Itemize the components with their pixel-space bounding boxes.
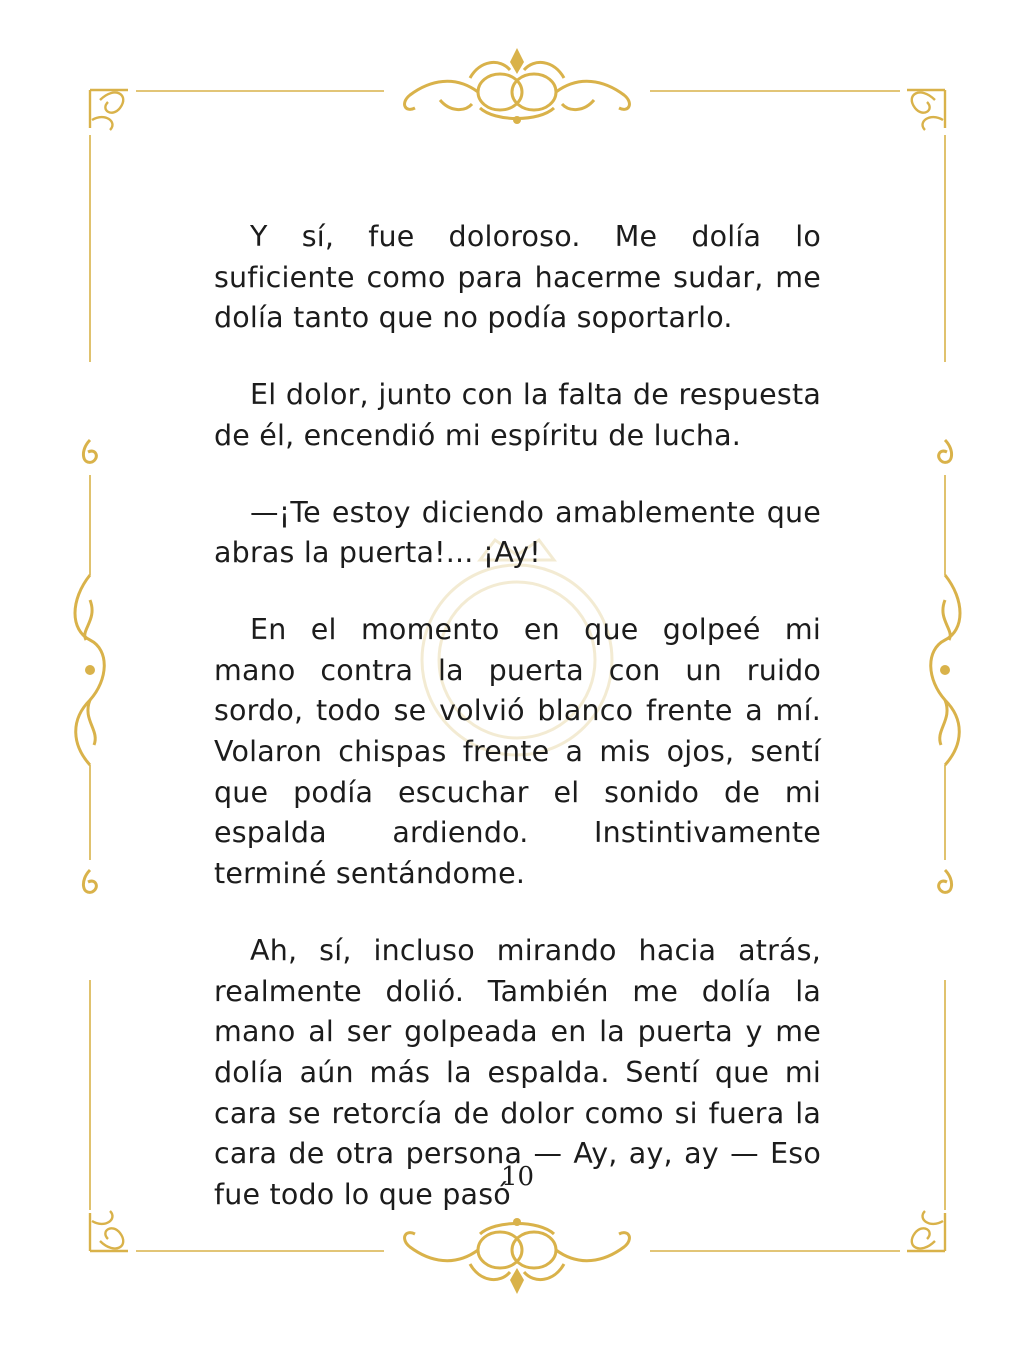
page-number: 10 [500, 1162, 535, 1192]
paragraph-2: El dolor, junto con la falta de respuesta de él, encendió mi espíritu de lucha. [214, 378, 821, 452]
paragraph-4: En el momento en que golpeé mi mano contra la puerta con un ruido sordo, todo se volvió blanco frente a mí. Volaron chispas frente a mis ojos, sentí que podía escuchar el sonido de mi espalda ardiendo. Instintivamente terminé sentándome. [214, 612, 821, 891]
paragraph-1: Y sí, fue doloroso. Me dolía lo suficiente como para hacerme sudar, me dolía tanto que no podía soportarlo. [214, 220, 821, 335]
paragraph-3: —¡Te estoy diciendo amablemente que abras la puerta!... ¡Ay! [214, 495, 821, 570]
body-text [214, 217, 821, 1252]
paragraph-5: Ah, sí, incluso mirando hacia atrás, realmente dolió. También me dolía la mano al ser golpeada en la puerta y me dolía aún más la espalda. Sentí que mi cara se retorcía de dolor como si fuera la cara de otra persona — Ay, ay, ay — Eso fue todo lo que pasó [214, 933, 821, 1212]
top-flourish-icon [405, 48, 630, 124]
